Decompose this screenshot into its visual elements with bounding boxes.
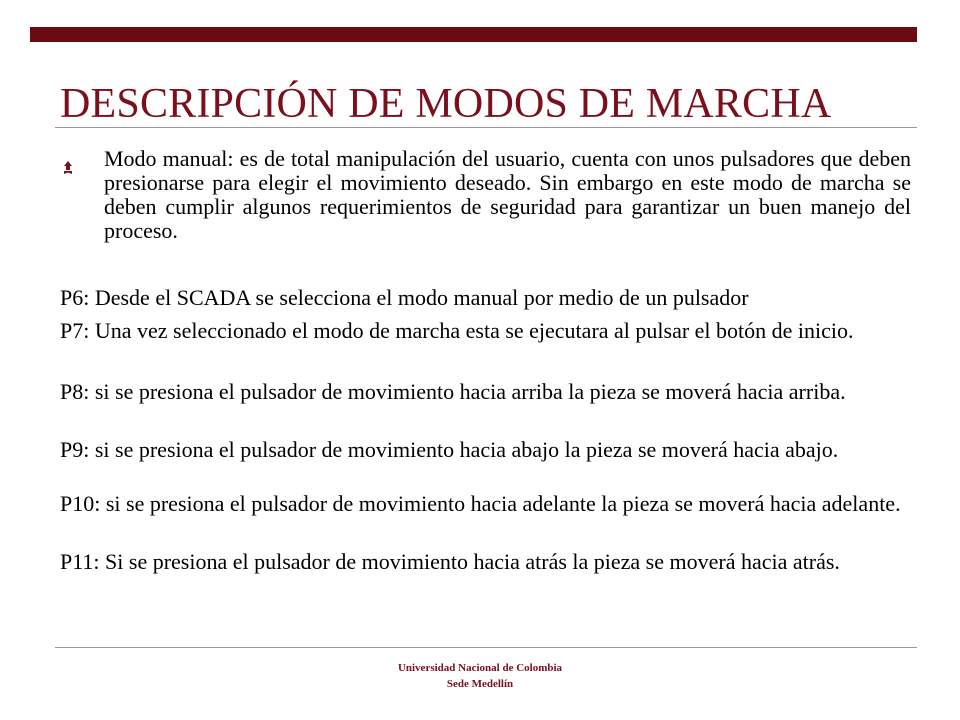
list-item-p11: P11: Si se presiona el pulsador de movimiento hacia atrás la pieza se moverá hacia atrás. [60,549,840,574]
slide-title: DESCRIPCIÓN DE MODOS DE MARCHA [60,81,832,127]
list-item-p7: P7: Una vez seleccionado el modo de marcha esta se ejecutara al pulsar el botón de inicio. [60,318,854,343]
list-item-p6: P6: Desde el SCADA se selecciona el modo manual por medio de un pulsador [60,285,749,310]
list-item-p8: P8: si se presiona el pulsador de movimiento hacia arriba la pieza se moverá hacia arriba. [60,379,846,404]
top-accent-bar [30,27,917,42]
footer-divider [55,647,917,648]
footer-campus: Sede Medellín [446,678,514,690]
ribbon-bullet-icon [61,160,75,176]
title-divider [55,127,917,128]
list-item-p10: P10: si se presiona el pulsador de movimiento hacia adelante la pieza se moverá hacia adelante. [60,491,901,516]
footer-university: Universidad Nacional de Colombia [397,662,563,674]
list-item-p9: P9: si se presiona el pulsador de movimiento hacia abajo la pieza se moverá hacia abajo. [60,437,839,462]
intro-paragraph: Modo manual: es de total manipulación del usuario, cuenta con unos pulsadores que deben presionarse para elegir el movimiento deseado. Sin embargo en este modo de marcha se deben cumplir algunos requerimientos de seguridad para garantizar un buen manejo del proceso. [104,146,911,243]
